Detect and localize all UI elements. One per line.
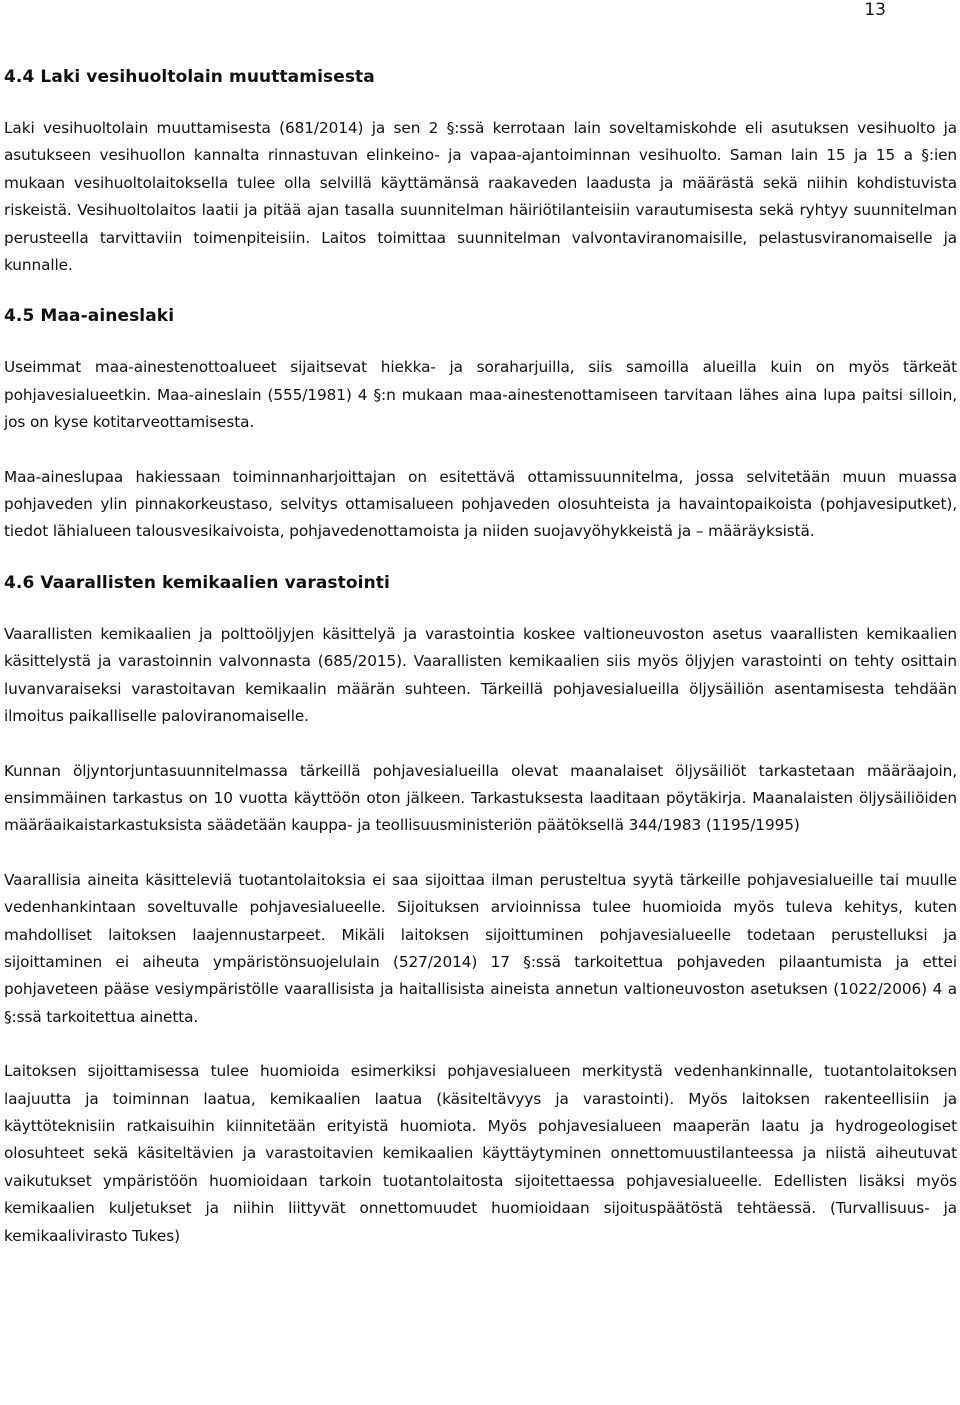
page-number: 13 bbox=[864, 0, 886, 20]
document-body bbox=[4, 63, 957, 1250]
section-heading-4-5: 4.5 Maa-aineslaki bbox=[4, 306, 175, 327]
paragraph: Vaarallisia aineita käsitteleviä tuotantolaitoksia ei saa sijoittaa ilman perusteltua syytä tärkeille pohjavesialueille tai muulle vedenhankintaan soveltuvalle pohjavesialueelle. Sijoituksen arvioinnissa tulee huomioida myös tuleva kehitys, kuten mahdolliset laitoksen laajennustarpeet. Mikäli laitoksen sijoittuminen pohjavesialueelle todetaan perustelluksi ja sijoittaminen ei aiheuta ympäristönsuojelulain (527/2014) 17 §:ssä tarkoitettua pohjaveden pilaantumista ja ettei pohjaveteen pääse vesiympäristölle vaarallisista ja haitallisista aineista annetun valtioneuvoston asetuksen (1022/2006) 4 a §:ssä tarkoitettua ainetta. bbox=[4, 870, 957, 1026]
paragraph: Maa-aineslupaa hakiessaan toiminnanharjoittajan on esitettävä ottamissuunnitelma, jossa selvitetään muun muassa pohjaveden ylin pinnakorkeustaso, selvitys ottamisalueen pohjaveden olosuhteista ja havaintopaikoista (pohjavesiputket), tiedot lähialueen talousvesikaivoista, pohjavedenottamoista ja niiden suojavyöhykkeistä ja – määräyksistä. bbox=[4, 467, 957, 541]
paragraph: Laki vesihuoltolain muuttamisesta (681/2014) ja sen 2 §:ssä kerrotaan lain soveltamiskohde eli asutuksen vesihuolto ja asutukseen vesihuollon kannalta rinnastuvan elinkeino- ja vapaa-ajantoiminnan vesihuolto. Saman lain 15 ja 15 a §:ien mukaan vesihuoltolaitoksella tulee olla selvillä käyttämänsä raakaveden laadusta ja määrästä sekä niihin kohdistuvista riskeistä. Vesihuoltolaitos laatii ja pitää ajan tasalla suunnitelman häiriötilanteisiin varautumisesta sekä ryhtyy suunnitelman perusteella tarvittaviin toimenpiteisiin. Laitos toimittaa suunnitelman valvontaviranomaisille, pelastusviranomaiselle ja kunnalle. bbox=[4, 119, 957, 275]
section-heading-4-6: 4.6 Vaarallisten kemikaalien varastointi bbox=[4, 572, 390, 593]
paragraph: Useimmat maa-ainestenottoalueet sijaitsevat hiekka- ja soraharjuilla, siis samoilla alueilla kuin on myös tärkeät pohjavesialueetkin. Maa-aineslain (555/1981) 4 §:n mukaan maa-ainestenottamiseen tarvitaan lähes aina lupa paitsi silloin, jos on kyse kotitarveottamisesta. bbox=[4, 358, 957, 432]
section-heading-4-4: 4.4 Laki vesihuoltolain muuttamisesta bbox=[4, 67, 375, 87]
paragraph: Kunnan öljyntorjuntasuunnitelmassa tärkeillä pohjavesialueilla olevat maanalaiset öljysäiliöt tarkastetaan määräajoin, ensimmäinen tarkastus on 10 vuotta käyttöön oton jälkeen. Tarkastuksesta laaditaan pöytäkirja. Maanalaisten öljysäiliöiden määräaikaistarkastuksista säädetään kauppa- ja teollisuusministeriön päätöksellä 344/1983 (1195/1995) bbox=[4, 761, 957, 835]
paragraph: Vaarallisten kemikaalien ja polttoöljyjen käsittelyä ja varastointia koskee valtioneuvoston asetus vaarallisten kemikaalien käsittelystä ja varastoinnin valvonnasta (685/2015). Vaarallisten kemikaalien siis myös öljyjen varastointi on tehty osittain luvanvaraiseksi varastoitavan kemikaalin määrän suhteen. Tärkeillä pohjavesialueilla öljysäiliön asentamisesta tehdään ilmoitus paikalliselle paloviranomaiselle. bbox=[4, 624, 957, 726]
paragraph: Laitoksen sijoittamisessa tulee huomioida esimerkiksi pohjavesialueen merkitystä vedenhankinnalle, tuotantolaitoksen laajuutta ja toiminnan laatua, kemikaalien laatua (käsiteltävyys ja varastointi). Myös laitoksen rakenteellisiin ja käyttöteknisiin ratkaisuihin kiinnitetään erityistä huomiota. Myös pohjavesialueen maaperän laatu ja hydrogeologiset olosuhteet sekä käsiteltävien ja varastoitavien kemikaalien käyttäytyminen onnettomuustilanteessa ja niistä aiheutuvat vaikutukset ympäristöön huomioidaan tarkoin tuotantolaitosta sijoitettaessa pohjavesialueelle. Edellisten lisäksi myös kemikaalien kuljetukset ja niihin liittyvät onnettomuudet huomioidaan sijoituspäätöstä tehtäessä. (Turvallisuus- ja kemikaalivirasto Tukes) bbox=[4, 1062, 957, 1245]
